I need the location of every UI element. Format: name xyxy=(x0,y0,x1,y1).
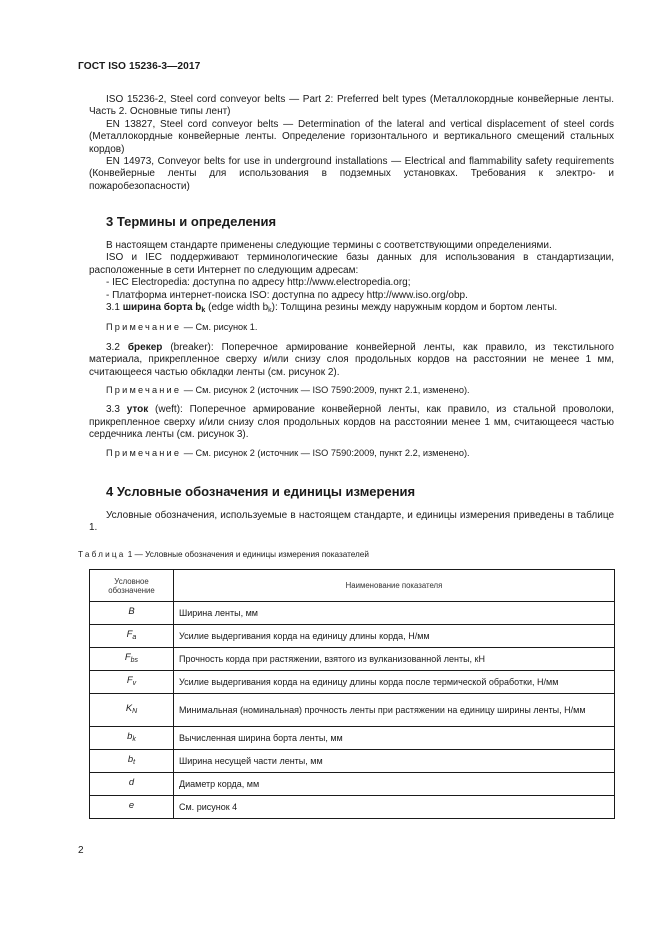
note-3-2: Примечание — См. рисунок 2 (источник — ISO 7590:2009, пункт 2.1, изменено). xyxy=(106,385,470,396)
symbols-table xyxy=(89,569,615,819)
reference-item: EN 13827, Steel cord conveyor belts — Determination of the lateral and vertical displacement of steel cords (Металлокордные конвейерные ленты. Определение горизонтального и вертикального смещений стальных кордов) xyxy=(89,118,614,155)
reference-item: EN 14973, Conveyor belts for use in underground installations — Electrical and flammability safety requirements (Конвейерные ленты для использования в подземных установках. Требования к электро- и пожаробезопасности) xyxy=(89,156,614,192)
symbol-cell: $F_a$ xyxy=(90,625,174,648)
symbol-cell: e xyxy=(90,796,174,819)
section-3-intro: В настоящем стандарте применены следующие термины с соответствующими определениями. xyxy=(106,240,552,251)
symbol-cell: d xyxy=(90,773,174,796)
description-cell: Прочность корда при растяжении, взятого из вулканизованной ленты, кН xyxy=(174,648,615,671)
description-cell: Ширина несущей части ленты, мм xyxy=(174,750,615,773)
table-row xyxy=(90,671,615,694)
symbol-cell: $b_k$ xyxy=(90,727,174,750)
section-3-intro-2: ISO и IEC поддерживают терминологические базы данных для использования в стандартизации, расположенные в сети Интернет по следующим адресам: xyxy=(89,252,614,276)
symbol-cell: $F_{bs}$ xyxy=(90,648,174,671)
description-cell: Диаметр корда, мм xyxy=(174,773,615,796)
table-row xyxy=(90,602,615,625)
document-header: ГОСТ ISO 15236-3—2017 xyxy=(78,61,201,72)
reference-item: ISO 15236-2, Steel cord conveyor belts — Part 2: Preferred belt types (Металлокордные конвейерные ленты. Часть 2. Основные типы лент) xyxy=(89,94,614,118)
table-row xyxy=(90,648,615,671)
table-row xyxy=(90,750,615,773)
table-row xyxy=(90,694,615,727)
table-row xyxy=(90,796,615,819)
table-header-row xyxy=(90,570,615,602)
header-symbol: Условное обозначение xyxy=(90,570,174,602)
term-3-3: 3.3 уток (weft): Поперечное армирование конвейерной ленты, как правило, из стальной проволоки, прикрепленное сверху и/или снизу слоя продольных кордов на расстоянии менее 1 мм, считающееся частью сердечника ленты (см. рисунок 3). xyxy=(89,404,614,441)
table-row xyxy=(90,727,615,750)
header-name: Наименование показателя xyxy=(174,570,615,602)
description-cell: См. рисунок 4 xyxy=(174,796,615,819)
description-cell: Усилие выдергивания корда на единицу длины корда, Н/мм xyxy=(174,625,615,648)
description-cell: Вычисленная ширина борта ленты, мм xyxy=(174,727,615,750)
page-number: 2 xyxy=(78,845,84,856)
table-row xyxy=(90,625,615,648)
symbol-cell: $K_N$ xyxy=(90,694,174,727)
list-item: - IEC Electropedia: доступна по адресу http://www.electropedia.org; xyxy=(106,277,411,289)
section-4-intro: Условные обозначения, используемые в настоящем стандарте, и единицы измерения приведены в таблице 1. xyxy=(89,510,614,534)
normative-references xyxy=(89,94,614,193)
table-row xyxy=(90,773,615,796)
symbol-cell: B xyxy=(90,602,174,625)
note-3-3: Примечание — См. рисунок 2 (источник — ISO 7590:2009, пункт 2.2, изменено). xyxy=(106,447,470,458)
term-3-2: 3.2 брекер (breaker): Поперечное армирование конвейерной ленты, как правило, из текстильного материала, прикрепленное сверху и/или снизу слоя продольных кордов на расстоянии не менее 1 мм, считающееся частью обкладки ленты (см. рисунок 2). xyxy=(89,341,614,378)
description-cell: Минимальная (номинальная) прочность ленты при растяжении на единицу ширины ленты, Н/мм xyxy=(174,694,615,727)
section-4-title: 4 Условные обозначения и единицы измерения xyxy=(106,484,416,499)
symbol-cell: $F_v$ xyxy=(90,671,174,694)
list-item: - Платформа интернет-поиска ISO: доступна по адресу http://www.iso.org/obp. xyxy=(106,289,468,301)
table-caption: Таблица 1 — Условные обозначения и единицы измерения показателей xyxy=(78,550,369,559)
term-3-1: 3.1 ширина борта $b_k$ (edge width $b_k$): Толщина резины между наружным кордом и бортом ленты. xyxy=(106,302,558,315)
description-cell: Ширина ленты, мм xyxy=(174,602,615,625)
note-3-1: Примечание — См. рисунок 1. xyxy=(106,322,258,333)
section-3-body xyxy=(89,240,614,459)
section-3-title: 3 Термины и определения xyxy=(106,214,277,229)
section-4-body xyxy=(89,510,614,535)
description-cell: Усилие выдергивания корда на единицу длины корда после термической обработки, Н/мм xyxy=(174,671,615,694)
symbol-cell: $b_t$ xyxy=(90,750,174,773)
